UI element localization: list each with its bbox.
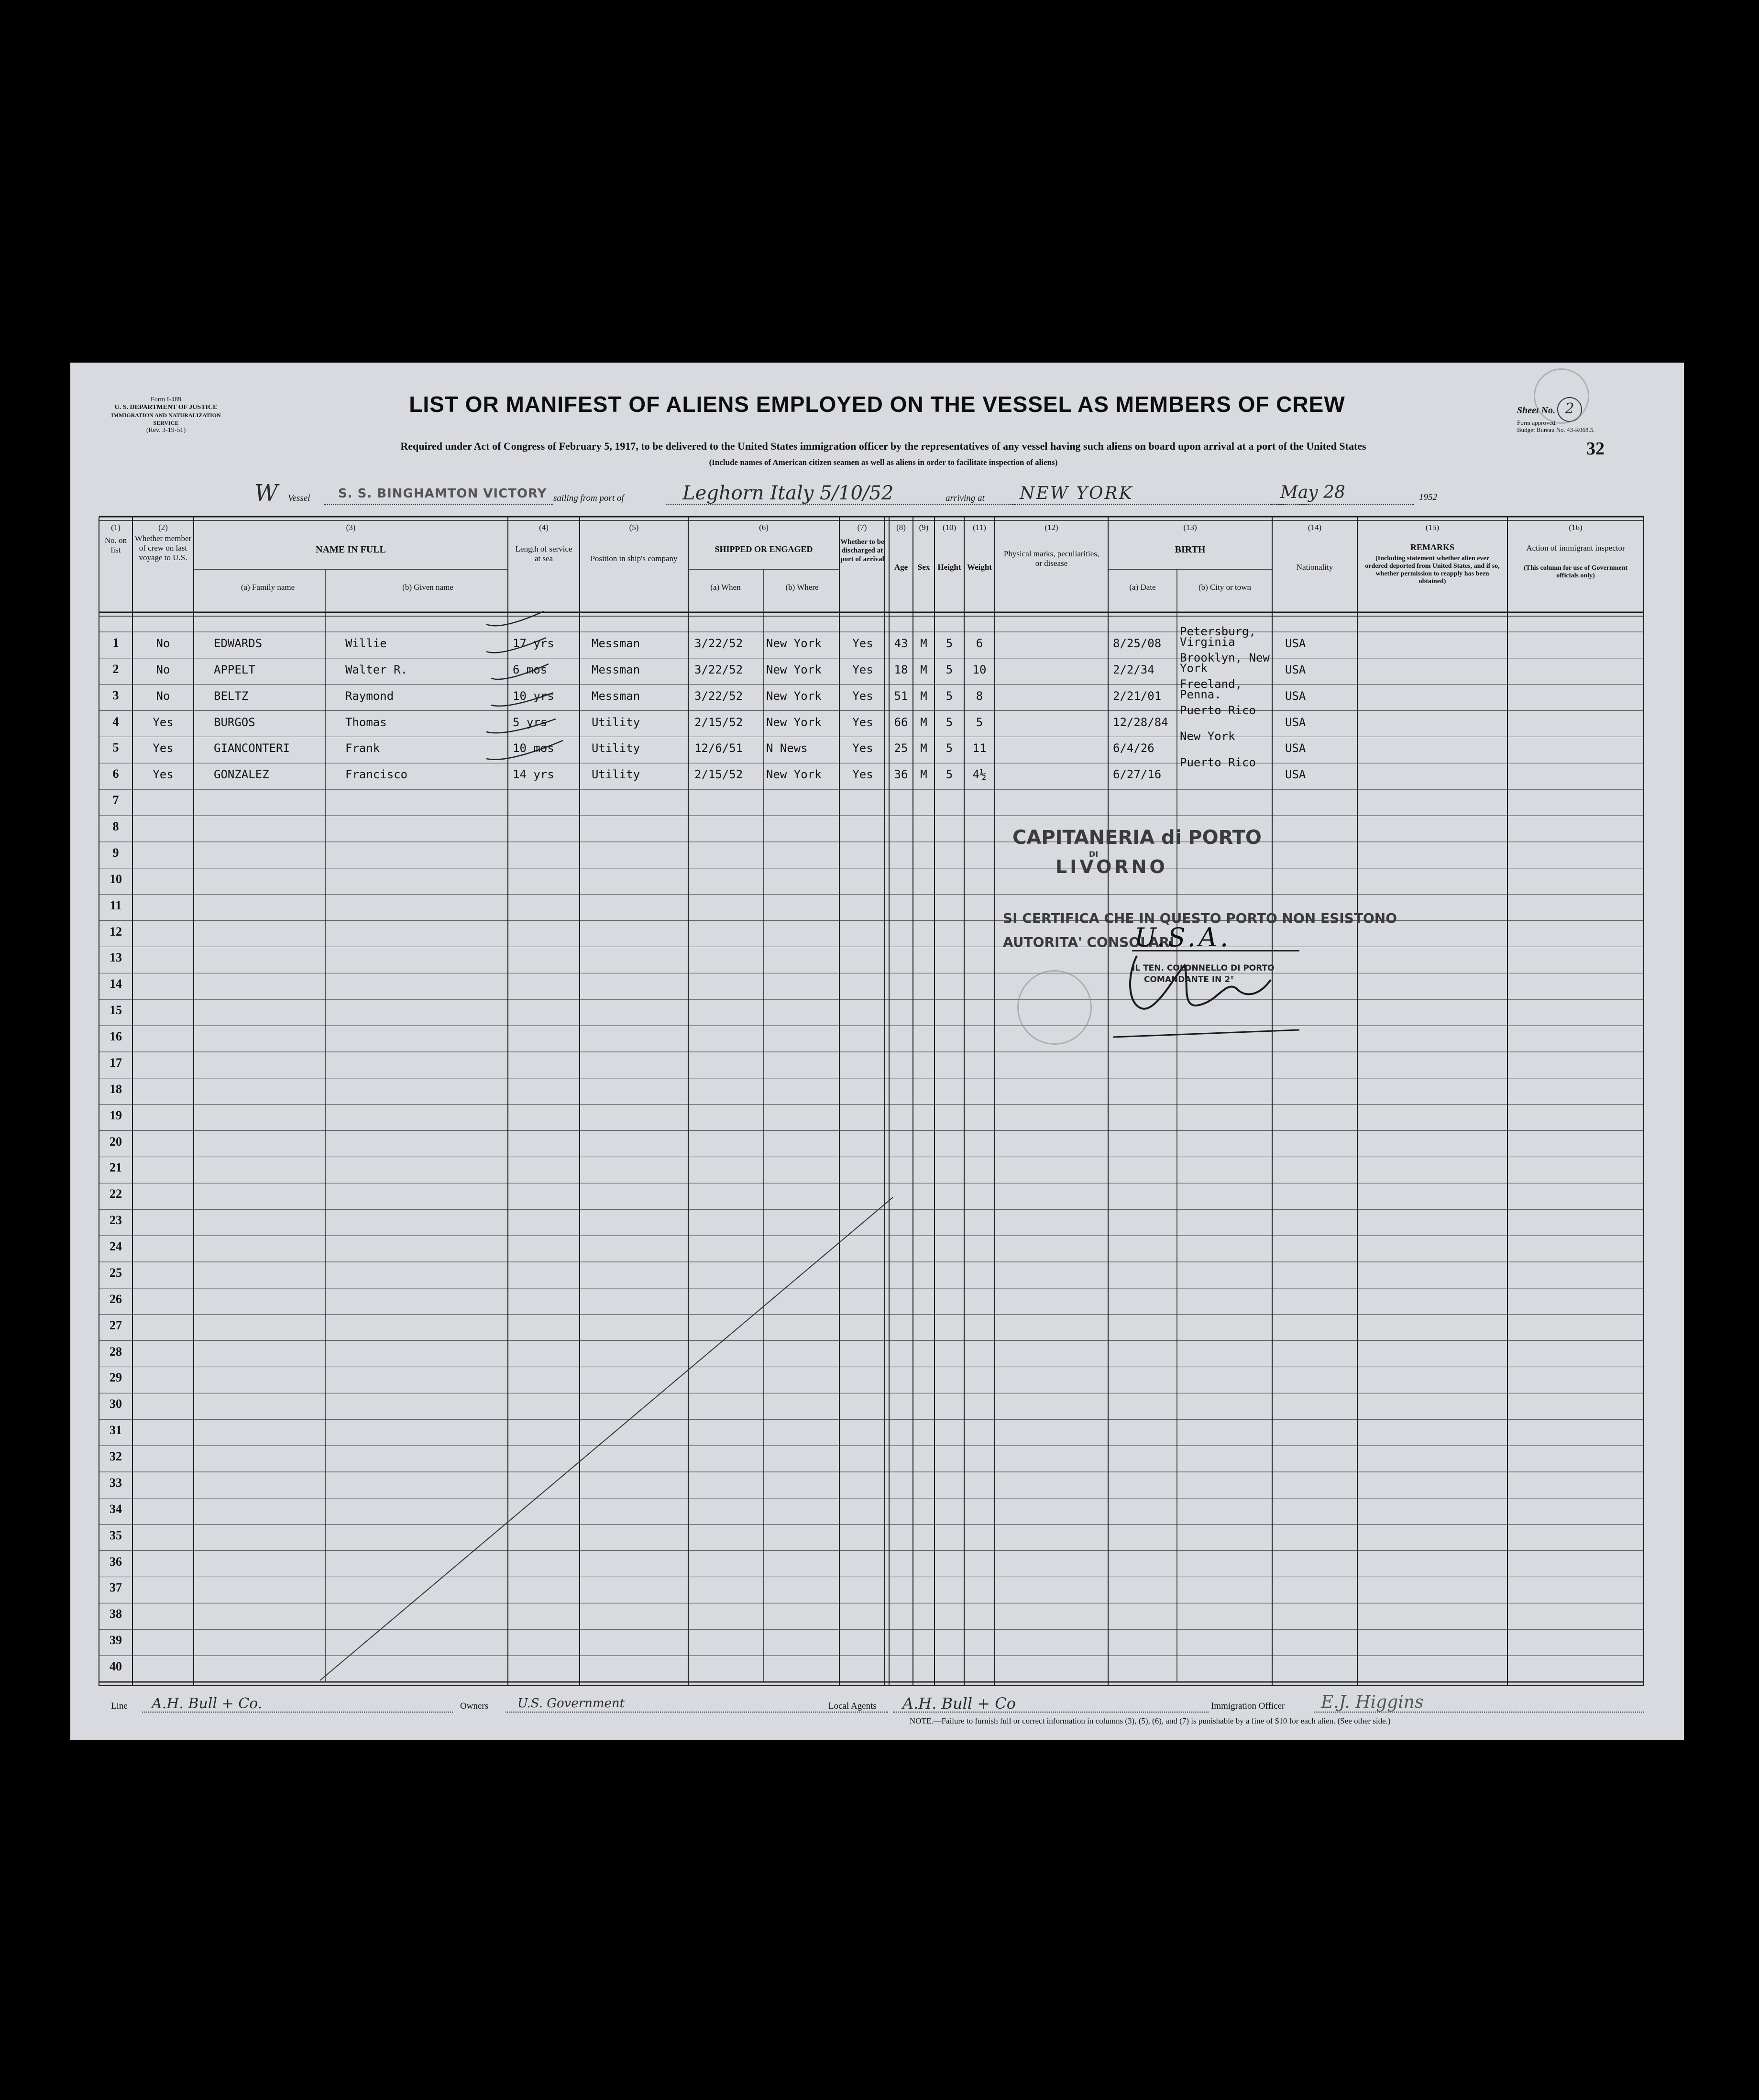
- crew-height: 5: [945, 663, 953, 676]
- crew-position: Utility: [592, 768, 640, 782]
- row-number: 4: [112, 714, 119, 729]
- department: U. S. DEPARTMENT OF JUSTICE: [114, 404, 218, 411]
- page-number: 32: [1586, 439, 1605, 459]
- crew-position: Messman: [592, 663, 640, 676]
- port-from: Leghorn Italy 5/10/52: [682, 482, 894, 504]
- crew-birth-city: New York: [1180, 729, 1235, 743]
- row-number: 1: [112, 635, 119, 650]
- col-number: (12): [1044, 523, 1058, 532]
- row-number: 19: [110, 1108, 122, 1122]
- crew-service: 10 mos: [513, 741, 554, 755]
- header-length-service: Length of service at sea: [515, 544, 572, 563]
- crew-where: New York: [766, 715, 822, 729]
- footer-owners-label: Owners: [460, 1701, 489, 1711]
- stamp-line: CAPITANERIA di PORTO: [1012, 827, 1262, 849]
- crew-weight: 6: [976, 636, 983, 650]
- crew-birth-city: Petersburg, Virginia: [1180, 624, 1256, 649]
- row-number: 40: [110, 1659, 122, 1674]
- stamp-line: DI: [1089, 850, 1099, 859]
- col-number: (4): [539, 523, 549, 532]
- header-remarks-note: (Including statement whether alien ever ordered deported from United States, and if so, whether permission to reapply has been obtained): [1365, 555, 1500, 585]
- crew-service: 14 yrs: [513, 768, 554, 782]
- crew-birth-date: 6/27/16: [1113, 768, 1162, 782]
- crew-weight: 10: [972, 663, 987, 676]
- row-number: 31: [110, 1423, 122, 1437]
- row-number: 7: [112, 793, 119, 807]
- stamp-line: AUTORITA' CONSOLARI: [1003, 934, 1175, 950]
- header-height: Height: [937, 563, 961, 572]
- arriving-label: arriving at: [945, 493, 985, 503]
- crew-discharge: Yes: [852, 768, 873, 782]
- crew-discharge: Yes: [852, 663, 873, 676]
- service: IMMIGRATION AND NATURALIZATION SERVICE: [111, 412, 221, 426]
- row-number: 25: [110, 1265, 122, 1280]
- crew-sex: M: [920, 689, 927, 703]
- crew-given: Thomas: [345, 715, 387, 729]
- header-remarks: REMARKS: [1410, 542, 1454, 552]
- col-number: (8): [896, 523, 906, 532]
- col-number: (14): [1308, 523, 1322, 532]
- row-number: 12: [110, 924, 122, 939]
- row-number: 23: [110, 1213, 122, 1227]
- crew-birth-date: 8/25/08: [1113, 636, 1162, 650]
- crew-weight: 8: [976, 689, 983, 703]
- header-action-note: (This column for use of Government officials only): [1523, 564, 1628, 579]
- header-birth-date: (a) Date: [1129, 583, 1156, 592]
- crew-when: 2/15/52: [694, 768, 743, 782]
- col-number: (13): [1183, 523, 1197, 532]
- crew-given: Walter R.: [345, 663, 408, 676]
- header-physical: Physical marks, peculiarities, or disease: [1003, 549, 1099, 568]
- row-number: 2: [112, 662, 119, 676]
- header-shipped: SHIPPED OR ENGAGED: [715, 544, 813, 554]
- row-number: 15: [110, 1003, 122, 1017]
- crew-nationality: USA: [1285, 741, 1306, 755]
- crew-birth-city: Puerto Rico: [1180, 703, 1256, 717]
- crew-discharge: Yes: [852, 715, 873, 729]
- crew-given: Raymond: [345, 689, 394, 703]
- crew-discharge: Yes: [852, 636, 873, 650]
- crew-birth-date: 2/21/01: [1113, 689, 1162, 703]
- header-nationality: Nationality: [1296, 563, 1333, 572]
- crew-age: 43: [894, 636, 908, 650]
- row-number: 10: [110, 872, 122, 886]
- crew-where: New York: [766, 768, 822, 782]
- header-given-name: (b) Given name: [402, 583, 453, 592]
- footer-agents-label: Local Agents: [828, 1701, 877, 1711]
- header-position: Position in ship's company: [590, 554, 678, 563]
- row-number: 26: [110, 1292, 122, 1306]
- crew-service: 6 mos: [513, 663, 548, 676]
- crew-when: 3/22/52: [694, 636, 743, 650]
- stamp-line: IL TEN. COLONNELLO DI PORTO: [1132, 963, 1275, 973]
- crew-birth-date: 6/4/26: [1113, 741, 1154, 755]
- row-number: 29: [110, 1371, 122, 1385]
- row-number: 24: [110, 1239, 122, 1254]
- crew-prev: No: [156, 636, 170, 650]
- footer-agents-value: A.H. Bull + Co: [902, 1694, 1016, 1713]
- underline: [1314, 1712, 1644, 1713]
- col-number: (2): [158, 523, 168, 532]
- col-number: (16): [1569, 523, 1583, 532]
- row-number: 34: [110, 1502, 122, 1516]
- row-number: 28: [110, 1344, 122, 1359]
- crew-family: EDWARDS: [214, 636, 263, 650]
- underline: [893, 1712, 1209, 1713]
- row-number: 37: [110, 1581, 122, 1595]
- port-authority-stamp: [1003, 827, 1443, 1066]
- stamp-line: COMANDANTE IN 2°: [1144, 975, 1234, 984]
- row-number: 35: [110, 1528, 122, 1542]
- crew-sex: M: [920, 663, 927, 676]
- crew-age: 51: [894, 689, 908, 703]
- crew-birth-date: 2/2/34: [1113, 663, 1154, 676]
- sheet-value: 2: [1557, 397, 1582, 422]
- crew-sex: M: [920, 715, 927, 729]
- approval-line: Form approved.: [1517, 419, 1557, 426]
- crew-age: 66: [894, 715, 908, 729]
- underline: [506, 1712, 888, 1713]
- footer-note: NOTE.—Failure to furnish full or correct information in columns (3), (5), (6), and (7) is punishable by a fine of $10 for each alien. (See other side.): [910, 1716, 1391, 1725]
- header-name-in-full: NAME IN FULL: [316, 544, 386, 555]
- port-to: NEW YORK: [1020, 484, 1133, 503]
- vessel-label: Vessel: [288, 493, 310, 503]
- row-number: 3: [112, 688, 119, 702]
- crew-where: New York: [766, 663, 822, 676]
- crew-weight: 5: [976, 715, 983, 729]
- header-age: Age: [894, 563, 908, 572]
- row-number: 33: [110, 1475, 122, 1490]
- crew-nationality: USA: [1285, 715, 1306, 729]
- crew-sex: M: [920, 768, 927, 782]
- approval-line: Budget Bureau No. 43-R068.5.: [1517, 426, 1595, 433]
- round-seal-icon: [1017, 970, 1092, 1045]
- crew-service: 17 yrs: [513, 636, 554, 650]
- crew-nationality: USA: [1285, 636, 1306, 650]
- crew-height: 5: [945, 636, 953, 650]
- crew-family: APPELT: [214, 663, 255, 676]
- header-discharged: Whether to be discharged at port of arrival: [840, 538, 884, 563]
- crew-prev: No: [156, 663, 170, 676]
- row-number: 6: [112, 767, 119, 781]
- row-number: 39: [110, 1633, 122, 1647]
- header-birth-city: (b) City or town: [1198, 583, 1252, 592]
- row-number: 18: [110, 1082, 122, 1096]
- manifest-sheet: [70, 363, 1684, 1740]
- crew-prev: No: [156, 689, 170, 703]
- form-number: Form I-489: [150, 396, 182, 403]
- col-number: (7): [857, 523, 867, 532]
- crew-when: 12/6/51: [694, 741, 743, 755]
- header-whether-member: Whether member of crew on last voyage to U.S.: [134, 534, 192, 562]
- crew-sex: M: [920, 741, 927, 755]
- row-number: 20: [110, 1134, 122, 1149]
- crew-prev: Yes: [153, 768, 174, 782]
- arrival-date: May 28: [1280, 483, 1345, 502]
- crew-given: Frank: [345, 741, 380, 755]
- form-title: LIST OR MANIFEST OF ALIENS EMPLOYED ON THE VESSEL AS MEMBERS OF CREW: [409, 392, 1345, 417]
- crew-nationality: USA: [1285, 768, 1306, 782]
- crew-discharge: Yes: [852, 741, 873, 755]
- footer-officer-value: E.J. Higgins: [1321, 1692, 1424, 1712]
- crew-position: Utility: [592, 741, 640, 755]
- header-no-on-list: No. on list: [104, 536, 127, 554]
- crew-position: Messman: [592, 636, 640, 650]
- row-number: 5: [112, 741, 119, 755]
- col-number: (9): [919, 523, 929, 532]
- crew-discharge: Yes: [852, 689, 873, 703]
- col-number: (1): [111, 523, 121, 532]
- col-number: (5): [629, 523, 639, 532]
- crew-family: GONZALEZ: [214, 768, 269, 782]
- row-number: 11: [110, 898, 122, 912]
- crew-weight: 11: [972, 741, 987, 755]
- row-number: 8: [112, 819, 119, 834]
- vessel-name: S. S. BINGHAMTON VICTORY: [338, 486, 547, 501]
- underline: [142, 1712, 453, 1713]
- crew-prev: Yes: [153, 715, 174, 729]
- crew-birth-city: Puerto Rico: [1180, 756, 1256, 770]
- crew-family: BELTZ: [214, 689, 249, 703]
- col-number: (3): [346, 523, 356, 532]
- crew-service: 10 yrs: [513, 689, 554, 703]
- crew-family: BURGOS: [214, 715, 255, 729]
- crew-age: 36: [894, 768, 908, 782]
- col-number: (6): [759, 523, 769, 532]
- crew-height: 5: [945, 741, 953, 755]
- crew-height: 5: [945, 689, 953, 703]
- footer-officer-label: Immigration Officer: [1211, 1701, 1285, 1711]
- header-weight: Weight: [967, 563, 992, 572]
- crew-nationality: USA: [1285, 663, 1306, 676]
- crew-position: Messman: [592, 689, 640, 703]
- row-number: 13: [110, 951, 122, 965]
- crew-family: GIANCONTERI: [214, 741, 290, 755]
- crew-prev: Yes: [153, 741, 174, 755]
- revision: (Rev. 3-19-51): [146, 427, 186, 434]
- row-number: 17: [110, 1055, 122, 1070]
- col-number: (10): [942, 523, 956, 532]
- row-number: 38: [110, 1607, 122, 1621]
- footer-line-value: A.H. Bull + Co.: [152, 1695, 263, 1712]
- stamp-handwritten: U.S.A.: [1134, 922, 1231, 952]
- row-number: 9: [112, 845, 119, 860]
- row-number: 16: [110, 1029, 122, 1044]
- crew-where: N News: [766, 741, 808, 755]
- header-sex: Sex: [917, 563, 930, 572]
- form-subnote: (Include names of American citizen seamen as well as aliens in order to facilitate inspection of aliens): [709, 458, 1058, 467]
- crew-height: 5: [945, 768, 953, 782]
- vessel-prefix: W: [254, 480, 278, 507]
- header-when: (a) When: [710, 583, 741, 592]
- crew-nationality: USA: [1285, 689, 1306, 703]
- crew-given: Willie: [345, 636, 387, 650]
- crew-position: Utility: [592, 715, 640, 729]
- footer-owners-value: U.S. Government: [517, 1696, 625, 1711]
- crew-when: 3/22/52: [694, 663, 743, 676]
- sailing-label: sailing from port of: [553, 493, 624, 503]
- signature-icon: [1108, 946, 1309, 1042]
- row-number: 36: [110, 1554, 122, 1569]
- crew-when: 2/15/52: [694, 715, 743, 729]
- crew-age: 25: [894, 741, 908, 755]
- header-action: Action of immigrant inspector: [1526, 543, 1625, 553]
- stamp-line: SI CERTIFICA CHE IN QUESTO PORTO NON ESISTONO: [1003, 910, 1397, 926]
- row-number: 14: [110, 977, 122, 991]
- header-family-name: (a) Family name: [241, 583, 295, 592]
- crew-where: New York: [766, 689, 822, 703]
- crew-when: 3/22/52: [694, 689, 743, 703]
- footer: [70, 1692, 1684, 1735]
- footer-line-label: Line: [111, 1701, 128, 1711]
- row-number: 22: [110, 1187, 122, 1201]
- crew-height: 5: [945, 715, 953, 729]
- crew-where: New York: [766, 636, 822, 650]
- col-number: (15): [1425, 523, 1440, 532]
- crew-weight: 4½: [972, 768, 987, 782]
- crew-birth-city: Brooklyn, New York: [1180, 651, 1270, 675]
- crew-given: Francisco: [345, 768, 408, 782]
- crew-service: 5 yrs: [513, 715, 548, 729]
- header-where: (b) Where: [785, 583, 819, 592]
- sheet-label: Sheet No.: [1517, 405, 1555, 416]
- row-number: 21: [110, 1161, 122, 1175]
- year: 1952: [1419, 492, 1437, 502]
- row-number: 30: [110, 1397, 122, 1411]
- crew-age: 18: [894, 663, 908, 676]
- col-number: (11): [973, 523, 986, 532]
- row-number: 32: [110, 1449, 122, 1464]
- crew-birth-city: Freeland, Penna.: [1180, 677, 1242, 701]
- header-birth: BIRTH: [1175, 544, 1206, 555]
- form-subtitle: Required under Act of Congress of February 5, 1917, to be delivered to the United States immigration officer by the representatives of any vessel having such aliens on board upon arrival at a port of the United States: [400, 440, 1366, 452]
- crew-sex: M: [920, 636, 927, 650]
- stamp-line: LIVORNO: [1055, 856, 1168, 877]
- crew-birth-date: 12/28/84: [1113, 715, 1168, 729]
- row-number: 27: [110, 1318, 122, 1332]
